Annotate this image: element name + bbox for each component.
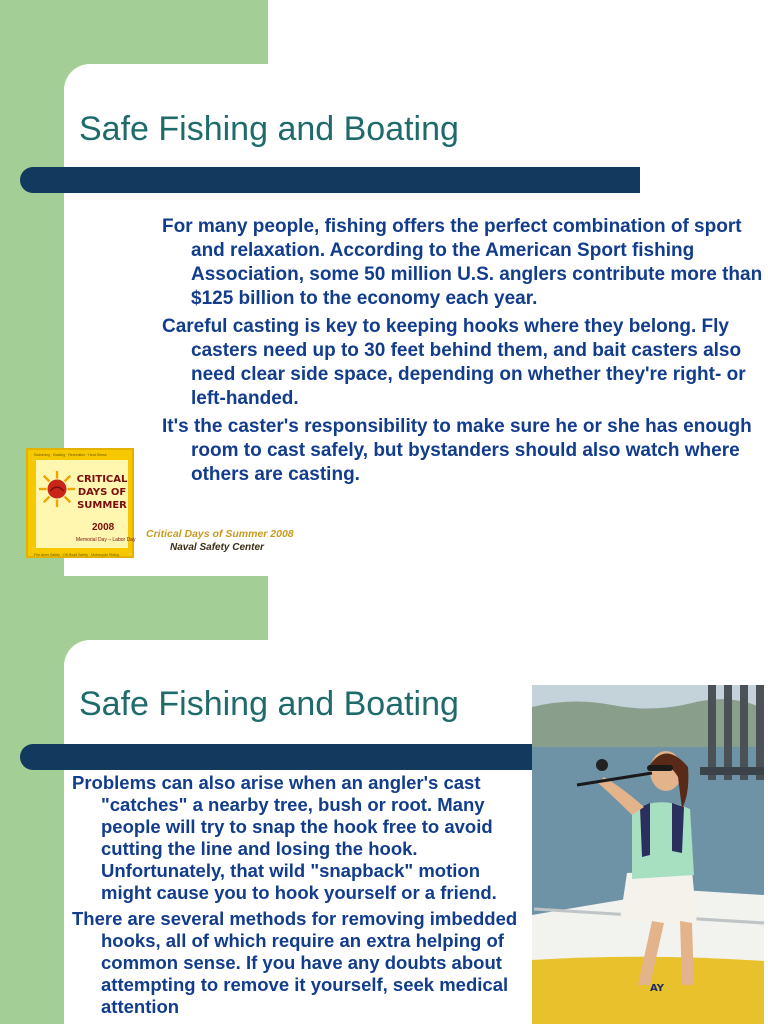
body-paragraph: Problems can also arise when an angler's cast "catches" a nearby tree, bush or root. Many people will try to snap the hook free to avoid cutting the line and losing the hook. Unfortunately, that wild "snapback" motion might cause you to hook yourself or a friend. [72, 772, 497, 903]
logo-caption-org: Naval Safety Center [170, 542, 264, 553]
boat-registration-text: AY [650, 983, 665, 994]
logo-text: CRITICAL DAYS OF SUMMER [76, 474, 128, 511]
sun-icon [38, 470, 76, 508]
woman-fishing-on-boat-photo [532, 685, 764, 1024]
slide-2 [0, 640, 768, 1024]
title-divider-bar [20, 167, 640, 193]
critical-days-logo [26, 448, 134, 558]
logo-caption: Critical Days of Summer 2008 [146, 528, 294, 540]
body-paragraph: It's the caster's responsibility to make sure he or she has enough room to cast safely, but bystanders should also watch where others are casting. [162, 416, 752, 485]
slide-body [72, 772, 532, 1022]
logo-dates: Memorial Day – Labor Day [76, 537, 136, 543]
slide-title: Safe Fishing and Boating [79, 685, 459, 723]
logo-bottom-strip: Fire Arms Safety · Off-Road Safety · Motorcycle Riding [34, 553, 119, 557]
body-paragraph: There are several methods for removing imbedded hooks, all of which require an extra helping of common sense. If you have any doubts about attempting to remove it yourself, seek medical attention [72, 908, 518, 1017]
slide-body [162, 215, 764, 491]
body-paragraph: For many people, fishing offers the perfect combination of sport and relaxation. According to the American Sport fishing Association, some 50 million U.S. anglers contribute more than $125 billion to the economy each year. [162, 216, 763, 309]
logo-year: 2008 [92, 522, 115, 533]
logo-top-strip: Swimming · Boating · Recreation · Heat Stress [34, 453, 107, 457]
body-paragraph: Careful casting is key to keeping hooks where they belong. Fly casters need up to 30 feet behind them, and bait casters also need clear side space, depending on whether they're right- or left-handed. [162, 316, 746, 409]
slide-title: Safe Fishing and Boating [79, 110, 459, 148]
title-divider-bar [20, 744, 550, 770]
